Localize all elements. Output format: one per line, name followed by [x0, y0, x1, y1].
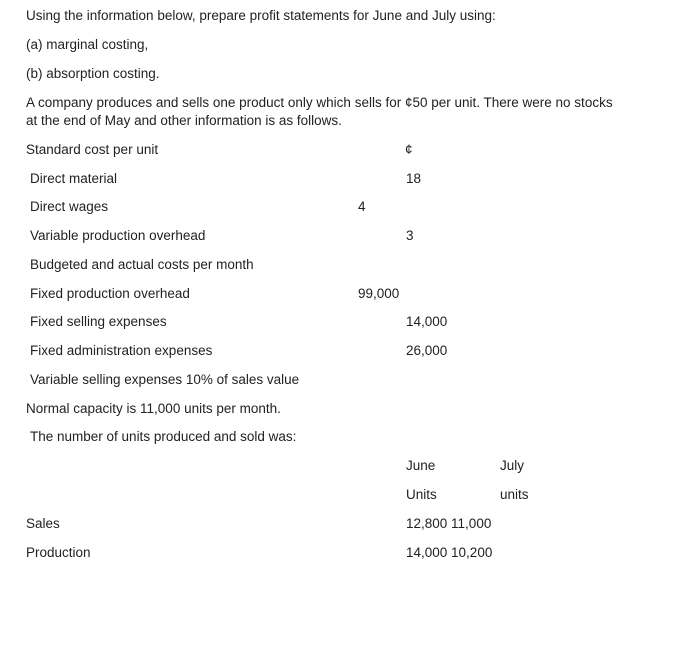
direct-wages-value: 4	[358, 199, 366, 214]
production-values: 14,000 10,200	[406, 545, 493, 560]
option-a-text: (a) marginal costing,	[26, 37, 149, 52]
currency-symbol: ¢	[405, 142, 413, 157]
option-b-text: (b) absorption costing.	[26, 66, 160, 81]
direct-wages-label: Direct wages	[30, 199, 109, 214]
sales-values: 12,800 11,000	[406, 516, 492, 531]
fixed-selling-label: Fixed selling expenses	[30, 314, 167, 329]
instruction-text: Using the information below, prepare profit statements for June and July using:	[26, 8, 496, 23]
variable-overhead-value: 3	[406, 228, 414, 243]
fixed-selling-value: 14,000	[406, 314, 448, 329]
column-header-july: July	[500, 458, 525, 473]
monthly-costs-heading: Budgeted and actual costs per month	[30, 257, 254, 272]
production-label: Production	[26, 545, 91, 560]
fixed-admin-value: 26,000	[406, 343, 448, 358]
variable-selling-note: Variable selling expenses 10% of sales value	[30, 372, 300, 387]
direct-material-value: 18	[406, 171, 422, 186]
normal-capacity-text: Normal capacity is 11,000 units per month.	[26, 401, 281, 416]
units-label-june: Units	[406, 487, 437, 502]
scenario-paragraph: A company produces and sells one product only which sells for ¢50 per unit. There were no stocks at the end of May and other information is as follows.	[26, 95, 613, 128]
units-intro-text: The number of units produced and sold was:	[30, 429, 297, 444]
sales-label: Sales	[26, 516, 60, 531]
units-label-july: units	[500, 487, 529, 502]
column-header-june: June	[406, 458, 436, 473]
variable-overhead-label: Variable production overhead	[30, 228, 206, 243]
direct-material-label: Direct material	[30, 171, 118, 186]
fixed-admin-label: Fixed administration expenses	[30, 343, 213, 358]
fixed-production-label: Fixed production overhead	[30, 286, 190, 301]
standard-cost-heading: Standard cost per unit	[26, 142, 159, 157]
fixed-production-value: 99,000	[358, 286, 400, 301]
